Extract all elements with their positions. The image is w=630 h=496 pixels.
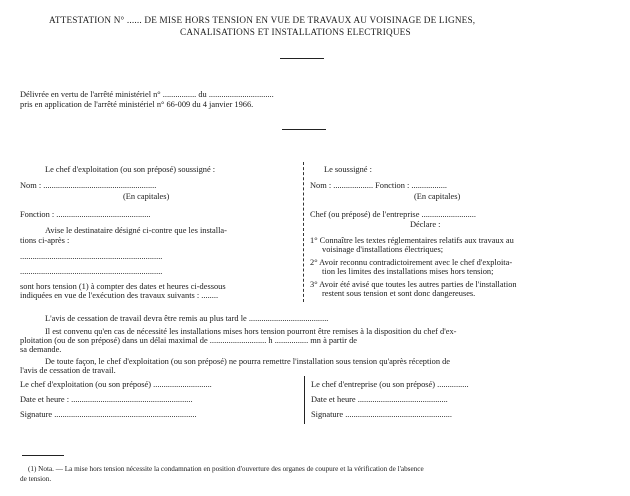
left-avise-line-2: tions ci-après : <box>20 236 70 245</box>
right-item-3a: 3° Avoir été avisé que toutes les autres parties de l'installation <box>310 280 517 289</box>
right-nom-fonction-field: Nom : ................... Fonction : ................. <box>310 181 448 190</box>
right-item-2a: 2° Avoir reconnu contradictoirement avec le chef d'exploita- <box>310 258 513 267</box>
right-heading: Le soussigné : <box>324 165 372 174</box>
left-en-capitales: (En capitales) <box>123 192 170 201</box>
left-fonction-field: Fonction : ............................................. <box>20 210 151 219</box>
avis-line: L'avis de cessation de travail devra être remis au plus tard le ...................................... <box>45 314 329 323</box>
left-signature-field: Signature .................................................................... <box>20 410 197 419</box>
facon-line-2: l'avis de cessation de travail. <box>20 366 116 375</box>
intro-line-2: pris en application de l'arrêté ministériel n° 66-009 du 4 janvier 1966. <box>20 100 254 109</box>
left-heading: Le chef d'exploitation (ou son préposé) soussigné : <box>45 165 216 174</box>
title-line-1: ATTESTATION N° ...... DE MISE HORS TENSION EN VUE DE TRAVAUX AU VOISINAGE DE LIGNES, <box>49 15 476 25</box>
footnote-rule <box>22 455 64 456</box>
left-date-field: Date et heure : .......................................................... <box>20 395 193 404</box>
right-declare: Déclare : <box>410 220 441 229</box>
right-item-3b: restent sous tension et sont donc dangereuses. <box>322 289 476 298</box>
signature-divider <box>304 376 305 424</box>
footnote-line-2: de tension. <box>20 475 52 483</box>
intro-line-1: Délivrée en vertu de l'arrêté ministériel n° ................ du ............................... <box>20 90 274 99</box>
left-dots-line-1: .................................................................... <box>20 252 163 261</box>
right-item-2b: tion les limites des installations mises hors tension; <box>322 267 494 276</box>
left-chef-signature-field: Le chef d'exploitation (ou son préposé) ............................ <box>20 380 212 389</box>
convenu-line-3: sa demande. <box>20 345 62 354</box>
left-sont-line-1: sont hors tension (1) à compter des dates et heures ci-dessous <box>20 282 226 291</box>
right-en-capitales: (En capitales) <box>414 192 461 201</box>
right-date-field: Date et heure ........................................... <box>311 395 448 404</box>
title-line-2: CANALISATIONS ET INSTALLATIONS ELECTRIQUES <box>180 27 411 37</box>
separator-rule <box>280 58 324 59</box>
left-dots-line-2: .................................................................... <box>20 267 163 276</box>
left-avise-line-1: Avise le destinataire désigné ci-contre que les installa- <box>45 226 227 235</box>
right-item-1a: 1° Connaître les textes réglementaires relatifs aux travaux au <box>310 236 514 245</box>
right-chef-field: Chef (ou préposé) de l'entreprise .......................... <box>310 210 476 219</box>
column-divider <box>303 162 304 302</box>
right-item-1b: voisinage d'installations électriques; <box>322 245 444 254</box>
convenu-line-2: ploitation (ou de son préposé) dans un délai maximal de ........................... h ................ mn à partir de <box>20 336 358 345</box>
right-chef-signature-field: Le chef d'entreprise (ou son préposé) ............... <box>311 380 469 389</box>
right-signature-field: Signature ................................................... <box>311 410 452 419</box>
convenu-line-1: Il est convenu qu'en cas de nécessité les installations mises hors tension pourront être remises à la disposition du chef d'ex- <box>45 327 457 336</box>
separator-rule <box>282 129 326 130</box>
footnote-line-1: (1) Nota. — La mise hors tension nécessite la condamnation en position d'ouverture des organes de coupure et la vérification de l'absence <box>28 465 424 473</box>
left-sont-line-2: indiquées en vue de l'exécution des travaux suivants : ........ <box>20 291 219 300</box>
facon-line-1: De toute façon, le chef d'exploitation (ou son préposé) ne pourra remettre l'installation sous tension qu'après réception de <box>45 357 451 366</box>
left-nom-field: Nom : ...................................................... <box>20 181 157 190</box>
